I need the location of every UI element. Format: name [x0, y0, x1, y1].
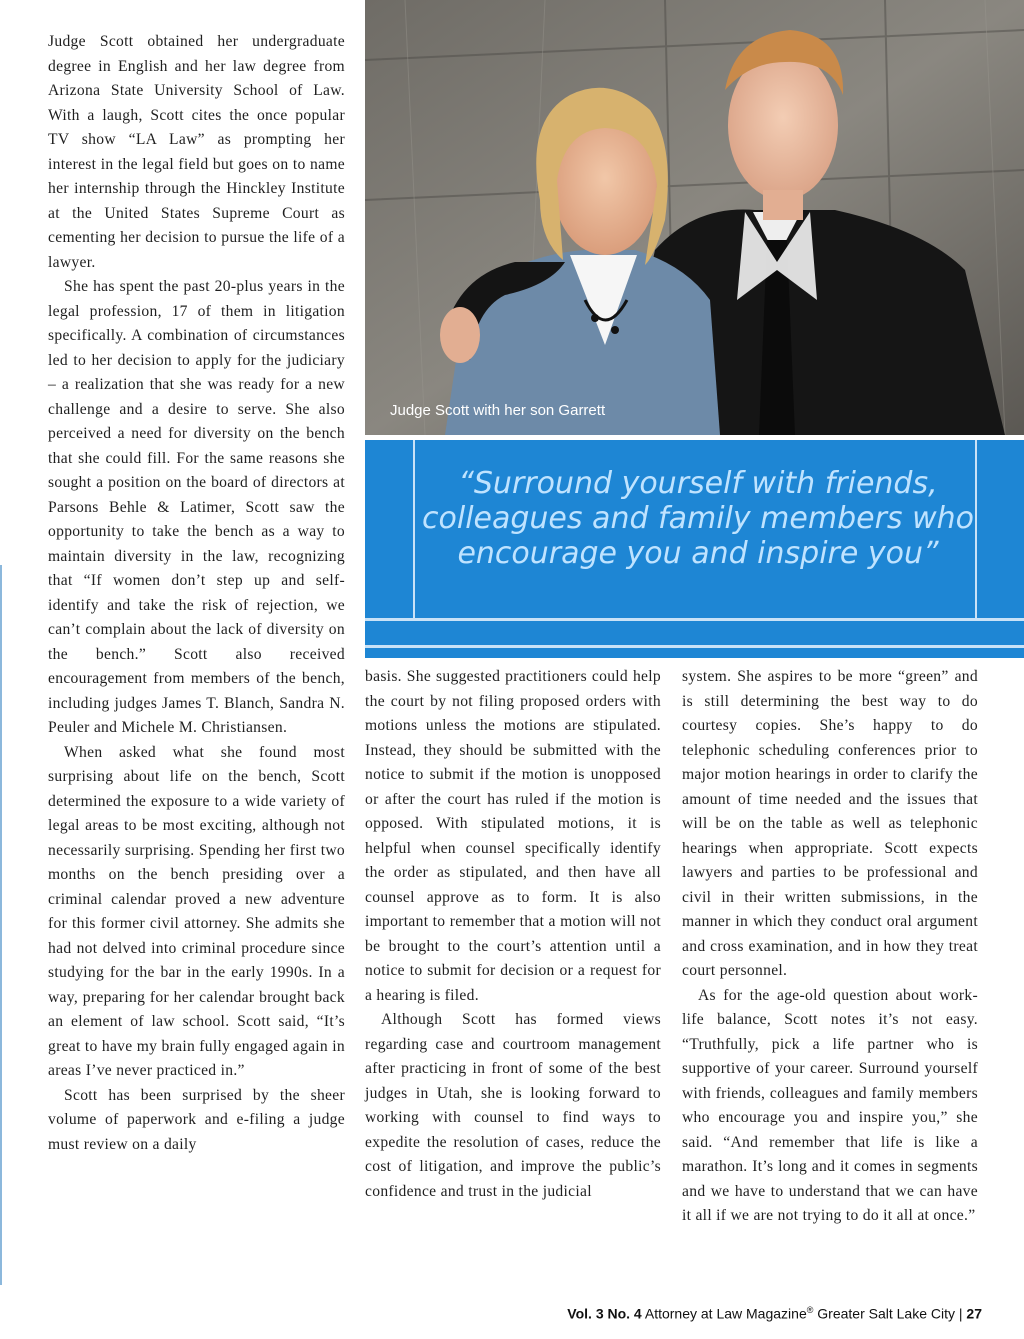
paragraph: When asked what she found most surprising about life on the bench, Scott determined the exposure to a wide variety of legal areas to be most exciting, although not necessarily surprising. Spending her first two months on the bench presiding over a criminal calendar proved a new adventure for this former civil attorney. She admits she had not delved into criminal procedure since studying for the bar in the early 1990s. In a way, preparing for her calendar brought back an element of law school. Scott said, “It’s great to have my brain fully engaged again in areas I’ve never practiced in.”: [48, 743, 345, 1079]
footer-city: Greater Salt Lake City: [817, 1305, 955, 1322]
decorative-rule: [365, 618, 1024, 621]
footer-volume: Vol. 3 No. 4: [567, 1305, 642, 1322]
page-edge-rule: [0, 565, 2, 1285]
pull-quote-box: [365, 440, 1024, 658]
photo-judge-and-son: [365, 0, 1024, 435]
footer-magazine: Attorney at Law Magazine: [644, 1305, 807, 1322]
paragraph: Although Scott has formed views regarding case and courtroom management after practicing in front of some of the best judges in Utah, she is looking forward to working with counsel to find ways to expedite the resolution of cases, reduce the cost of litigation, and improve the public’s confidence and trust in the judicial: [365, 1011, 661, 1200]
photo-caption: Judge Scott with her son Garrett: [390, 402, 606, 419]
paragraph: basis. She suggested practitioners could help the court by not filing proposed orders with motions unless the motions are stipulated. Instead, they should be submitted with the notice to submit if the motion is unopposed or after the court has ruled if the motion is opposed. With stipulated motions, it is helpful when counsel specifically identify the order as stipulated, and then have all counsel approve as to form. It is also important to remember that a motion will not be brought to the court’s attention until a notice to submit for decision or a request for a hearing is filed.: [365, 668, 661, 1004]
paragraph: She has spent the past 20-plus years in the legal profession, 17 of them in litigation specifically. A combination of circumstances led to her decision to apply for the judiciary – a realization that she was ready for a new challenge and a desire to serve. She also perceived a need for diversity on the bench that she could fill. For the same reasons she sought a position on the board of directors at Parsons Behle & Latimer, Scott saw the opportunity to take the bench as a way to maintain diversity in the law, recognizing that “If women don’t step up and self-identify and take the risk of rejection, we can’t complain about the lack of diversity on the bench.” Scott also received encouragement from members of the bench, including judges James T. Blanch, Sandra N. Peuler and Michele M. Christiansen.: [48, 278, 345, 736]
article-column-2: [365, 665, 661, 1204]
page-number: 27: [966, 1305, 982, 1322]
article-column-1: [48, 30, 345, 1157]
registered-mark: ®: [806, 1305, 814, 1315]
paragraph: Judge Scott obtained her undergraduate degree in English and her law degree from Arizona State University School of Law. With a laugh, Scott cites the once popular TV show “LA Law” as prompting her interest in the legal field but goes on to name her internship through the Hinckley Institute at the United States Supreme Court as cementing her decision to pursue the life of a lawyer.: [48, 33, 345, 271]
page-footer: [567, 1305, 982, 1322]
paragraph: Scott has been surprised by the sheer volume of paperwork and e-filing a judge must review on a daily: [48, 1086, 345, 1153]
decorative-rule: [365, 645, 1024, 648]
article-column-3: [682, 665, 978, 1229]
pull-quote-text: “Surround yourself with friends, colleagues and family members who encourage you and inspire you”: [422, 466, 974, 571]
paragraph: system. She aspires to be more “green” and is still determining the best way to do courtesy copies. She’s happy to do telephonic scheduling conferences prior to major motion hearings in order to clarify the amount of time needed and the issues that will be on the table as well as telephonic hearings when appropriate. Scott expects lawyers and parties to be professional and civil in their written submissions, in the manner in which they conduct oral argument and cross examination, and in how they treat court personnel.: [682, 668, 978, 979]
footer-separator: |: [958, 1305, 963, 1322]
paragraph: As for the age-old question about work-life balance, Scott notes it’s not easy. “Truthfully, pick a life partner who is supportive of your career. Surround yourself with friends, colleagues and family members who encourage you and inspire you,” she said. “And remember that life is like a marathon. It’s long and it comes in segments and we have to understand that we can have it all if we are not trying to do it all at once.”: [682, 986, 978, 1224]
photo-illustration: [365, 0, 1024, 435]
